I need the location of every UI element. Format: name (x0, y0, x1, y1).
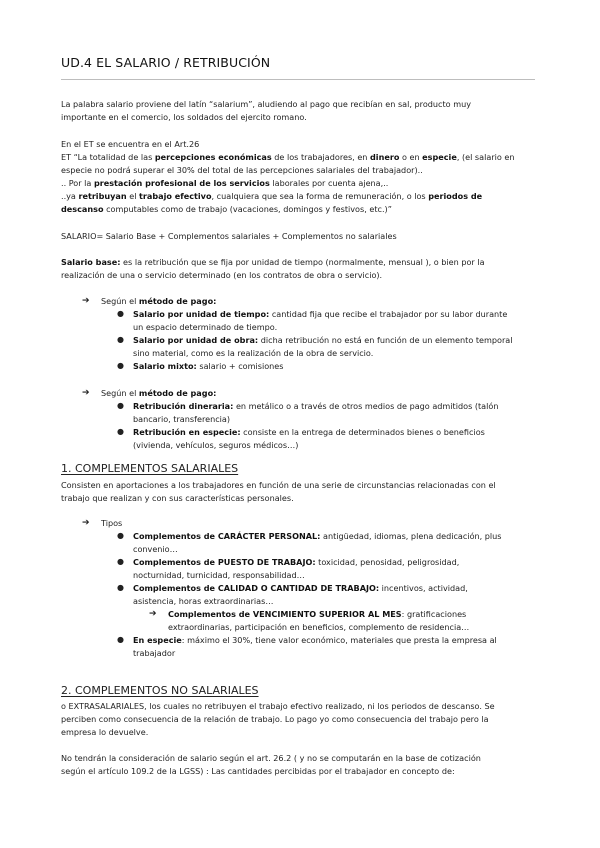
list-item-time-salary-cont: un espacio determinado de tiempo. (133, 322, 278, 332)
base-salary-line-2: realización de una o servicio determinado (en los contratos de obra o servicio). (61, 270, 383, 280)
et-quote-line-2: especie no podrá superar el 30% del total de las percepciones salariales del trabajador).. (61, 165, 423, 175)
et-quote-line-1: ET “La totalidad de las percepciones económicas de los trabajadores, en dinero o en especie, (el salario en (61, 152, 515, 162)
list-item-in-kind-payment: Retribución en especie: consiste en la entrega de determinados bienes o beneficios (133, 427, 485, 437)
et-reference: En el ET se encuentra en el Art.26 (61, 139, 200, 149)
base-salary-line-1: Salario base: es la retribución que se fija por unidad de tiempo (normalmente, mensual ), o bien por la (61, 257, 485, 267)
payment-method-heading-1: Según el método de pago: (101, 296, 217, 306)
section-heading-salary-complements: 1. COMPLEMENTOS SALARIALES (61, 462, 239, 475)
list-item-in-kind-complement: En especie: máximo el 30%, tiene valor económico, materiales que presta la empresa al (133, 635, 497, 645)
intro-line-1: La palabra salario proviene del latín “salarium”, aludiendo al pago que recibían en sal, producto muy (61, 99, 471, 109)
bullet-icon: ● (117, 557, 124, 566)
section2-paragraph-line-5: según el artículo 109.2 de la LGSS) : Las cantidades percibidas por el trabajador en concepto de: (61, 766, 455, 776)
section2-paragraph-line-2: perciben como consecuencia de la relación de trabajo. Lo pago yo como consecuencia del trabajo pero la (61, 714, 489, 724)
arrow-bullet-icon: ➔ (82, 518, 90, 528)
arrow-bullet-icon: ➔ (149, 609, 157, 619)
list-item-personal-complement: Complementos de CARÁCTER PERSONAL: antigüedad, idiomas, plena dedicación, plus (133, 531, 502, 541)
title-divider (61, 79, 535, 80)
list-item-quality-complement: Complementos de CALIDAD O CANTIDAD DE TRABAJO: incentivos, actividad, (133, 583, 468, 593)
list-item-in-kind-complement-cont: trabajador (133, 648, 176, 658)
section2-paragraph-line-4: No tendrán la consideración de salario según el art. 26.2 ( y no se computarán en la base de cotización (61, 753, 481, 763)
section2-paragraph-line-1: o EXTRASALARIALES, los cuales no retribuyen el trabajo efectivo realizado, ni los periodos de descanso. Se (61, 701, 495, 711)
section1-paragraph-line-2: trabajo que realizan y con sus características personales. (61, 493, 294, 503)
list-item-quality-complement-cont: asistencia, horas extraordinarias… (133, 596, 274, 606)
bullet-icon: ● (117, 309, 124, 318)
list-item-periodic-complement-cont: extraordinarias, participación en beneficios, complemento de residencia… (168, 622, 470, 632)
payment-method-heading-2: Según el método de pago: (101, 388, 217, 398)
bullet-icon: ● (117, 635, 124, 644)
et-quote-line-5: descanso computables como de trabajo (vacaciones, domingos y festivos, etc.)” (61, 204, 392, 214)
list-item-job-complement: Complementos de PUESTO DE TRABAJO: toxicidad, penosidad, peligrosidad, (133, 557, 460, 567)
list-item-work-salary-cont: sino material, como es la realización de la obra de servicio. (133, 348, 374, 358)
list-item-mixed-salary: Salario mixto: salario + comisiones (133, 361, 284, 371)
salary-formula: SALARIO= Salario Base + Complementos salariales + Complementos no salariales (61, 231, 397, 241)
list-item-time-salary: Salario por unidad de tiempo: cantidad fija que recibe el trabajador por su labor durante (133, 309, 508, 319)
section1-paragraph-line-1: Consisten en aportaciones a los trabajadores en función de una serie de circunstancias relacionadas con el (61, 480, 496, 490)
list-item-periodic-complement: Complementos de VENCIMIENTO SUPERIOR AL MES: gratificaciones (168, 609, 467, 619)
section2-paragraph-line-3: empresa lo devuelve. (61, 727, 149, 737)
bullet-icon: ● (117, 427, 124, 436)
bullet-icon: ● (117, 531, 124, 540)
intro-line-2: importante en el comercio, los soldados del ejercito romano. (61, 112, 307, 122)
bullet-icon: ● (117, 361, 124, 370)
et-quote-line-4: ..ya retribuyan el trabajo efectivo, cualquiera que sea la forma de remuneración, o los periodos de (61, 191, 483, 201)
types-heading: Tipos (101, 518, 123, 528)
list-item-cash-payment: Retribución dineraria: en metálico o a través de otros medios de pago admitidos (talón (133, 401, 499, 411)
list-item-cash-payment-cont: bancario, transferencia) (133, 414, 231, 424)
page-title: UD.4 EL SALARIO / RETRIBUCIÓN (61, 55, 271, 70)
list-item-job-complement-cont: nocturnidad, turnicidad, responsabilidad… (133, 570, 305, 580)
bullet-icon: ● (117, 335, 124, 344)
list-item-work-salary: Salario por unidad de obra: dicha retribución no está en función de un elemento temporal (133, 335, 513, 345)
bullet-icon: ● (117, 583, 124, 592)
et-quote-line-3: .. Por la prestación profesional de los servicios laborales por cuenta ajena,.. (61, 178, 389, 188)
arrow-bullet-icon: ➔ (82, 388, 90, 398)
list-item-in-kind-payment-cont: (vivienda, vehículos, seguros médicos…) (133, 440, 299, 450)
arrow-bullet-icon: ➔ (82, 296, 90, 306)
bullet-icon: ● (117, 401, 124, 410)
section-heading-non-salary-complements: 2. COMPLEMENTOS NO SALARIALES (61, 684, 259, 697)
list-item-personal-complement-cont: convenio… (133, 544, 178, 554)
